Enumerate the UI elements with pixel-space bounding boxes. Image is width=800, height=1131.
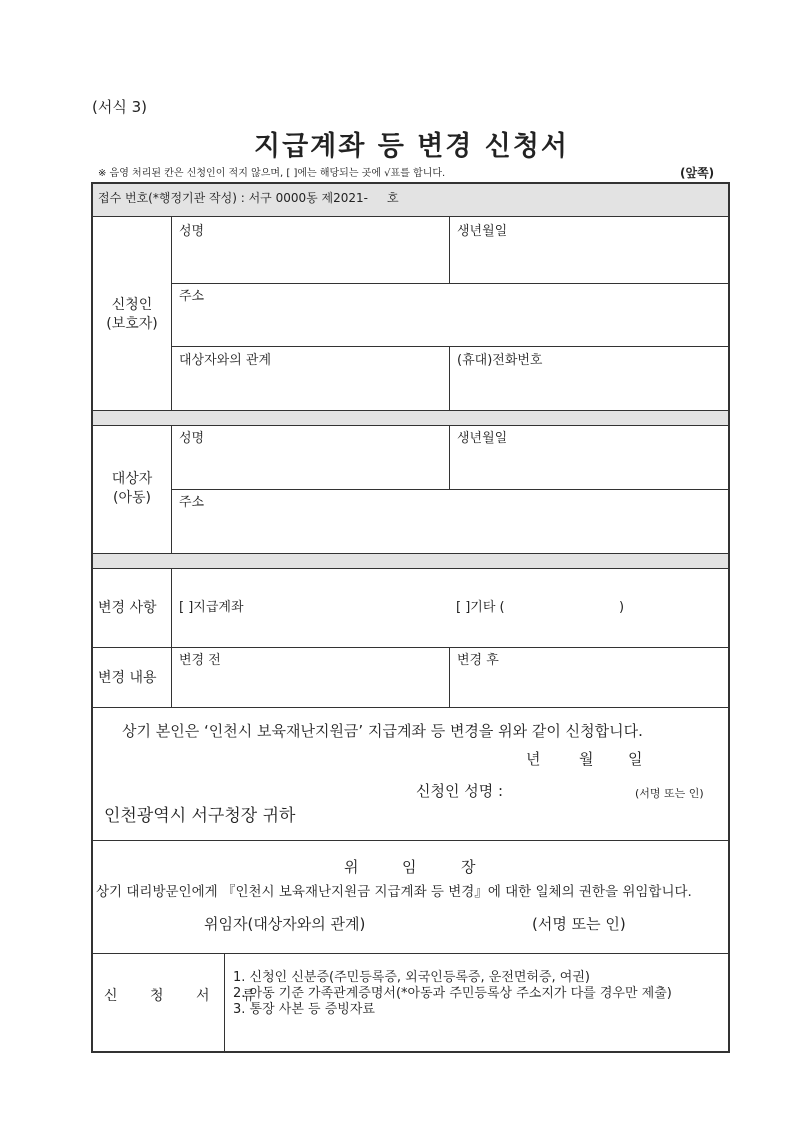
instruction-note: ※ 음영 처리된 칸은 신청인이 적지 않으며, [ ]에는 해당되는 곳에 √표를 합니다. [98, 168, 446, 179]
target-birth-label: 생년월일 [457, 431, 508, 446]
applicant-sign-label: 신청인 성명 : [416, 782, 504, 800]
before-change-field[interactable] [172, 669, 448, 706]
applicant-section-label: 신청인 (보호자) [106, 297, 158, 332]
target-address-label: 주소 [179, 495, 205, 510]
receipt-number-suffix: 호 [387, 191, 399, 205]
applicant-address-field[interactable] [172, 305, 728, 345]
target-birth-field[interactable] [450, 447, 728, 488]
target-section-label: 대상자 (아동) [111, 471, 153, 506]
other-reason-field[interactable] [520, 596, 616, 616]
delegation-title-3: 장 [461, 858, 476, 876]
applicant-address-label: 주소 [179, 289, 205, 304]
target-address-field[interactable] [172, 511, 728, 552]
change-content-label: 변경 내용 [98, 670, 157, 686]
applicant-name-label: 성명 [179, 224, 205, 239]
form-number: (서식 3) [92, 98, 147, 116]
applicant-sign-field[interactable] [515, 780, 630, 802]
page-title: 지급계좌 등 변경 신청서 [254, 131, 570, 162]
target-name-label: 성명 [179, 431, 205, 446]
other-close-paren: ) [619, 600, 625, 615]
recipient-label: 인천광역시 서구청장 귀하 [104, 806, 296, 826]
applicant-phone-field[interactable] [450, 369, 728, 409]
declaration-text: 상기 본인은 ‘인천시 보육재난지원금’ 지급계좌 등 변경을 위와 같이 신청합니다. [122, 722, 643, 740]
applicant-phone-label: (휴대)전화번호 [457, 353, 543, 368]
delegation-text: 상기 대리방문인에게 『인천시 보육재난지원금 지급계좌 등 변경』에 대한 일체의 권한을 위임합니다. [96, 884, 692, 900]
spacer-row-1 [91, 410, 729, 425]
date-year-label: 년 [526, 750, 541, 768]
checkbox-other[interactable]: [ ]기타 ( [456, 600, 505, 615]
before-change-label: 변경 전 [179, 653, 221, 668]
document-item-3: 3. 통장 사본 등 증빙자료 [233, 1002, 375, 1017]
applicant-sign-hint: (서명 또는 인) [635, 787, 704, 800]
delegation-title-1: 위 [344, 858, 359, 876]
checkbox-account[interactable]: [ ]지급계좌 [179, 600, 244, 615]
page-side-label: (앞쪽) [680, 166, 715, 180]
spacer-row-2 [91, 553, 729, 568]
date-month-label: 월 [579, 750, 594, 768]
target-name-field[interactable] [172, 447, 448, 488]
applicant-birth-field[interactable] [450, 240, 728, 282]
after-change-field[interactable] [450, 669, 728, 706]
applicant-relation-label: 대상자와의 관계 [179, 353, 272, 368]
applicant-relation-field[interactable] [172, 369, 448, 409]
document-item-1: 1. 신청인 신분증(주민등록증, 외국인등록증, 운전면허증, 여권) [233, 970, 590, 985]
documents-label: 신 청 서 류 [104, 988, 270, 1004]
document-item-2: 2. 아동 기준 가족관계증명서(*아동과 주민등록상 주소지가 다를 경우만 제출) [233, 986, 672, 1001]
delegator-label: 위임자(대상자와의 관계) [204, 915, 366, 933]
receipt-number-label: 접수 번호(*행정기관 작성) : 서구 0000동 제2021- [98, 191, 368, 205]
delegation-title-2: 임 [402, 858, 417, 876]
after-change-label: 변경 후 [457, 653, 499, 668]
applicant-birth-label: 생년월일 [457, 224, 508, 239]
delegation-sign-hint: (서명 또는 인) [532, 915, 626, 933]
applicant-name-field[interactable] [172, 240, 448, 282]
change-item-label: 변경 사항 [98, 600, 157, 616]
delegator-relation-field[interactable] [370, 912, 525, 934]
date-day-label: 일 [628, 750, 643, 768]
